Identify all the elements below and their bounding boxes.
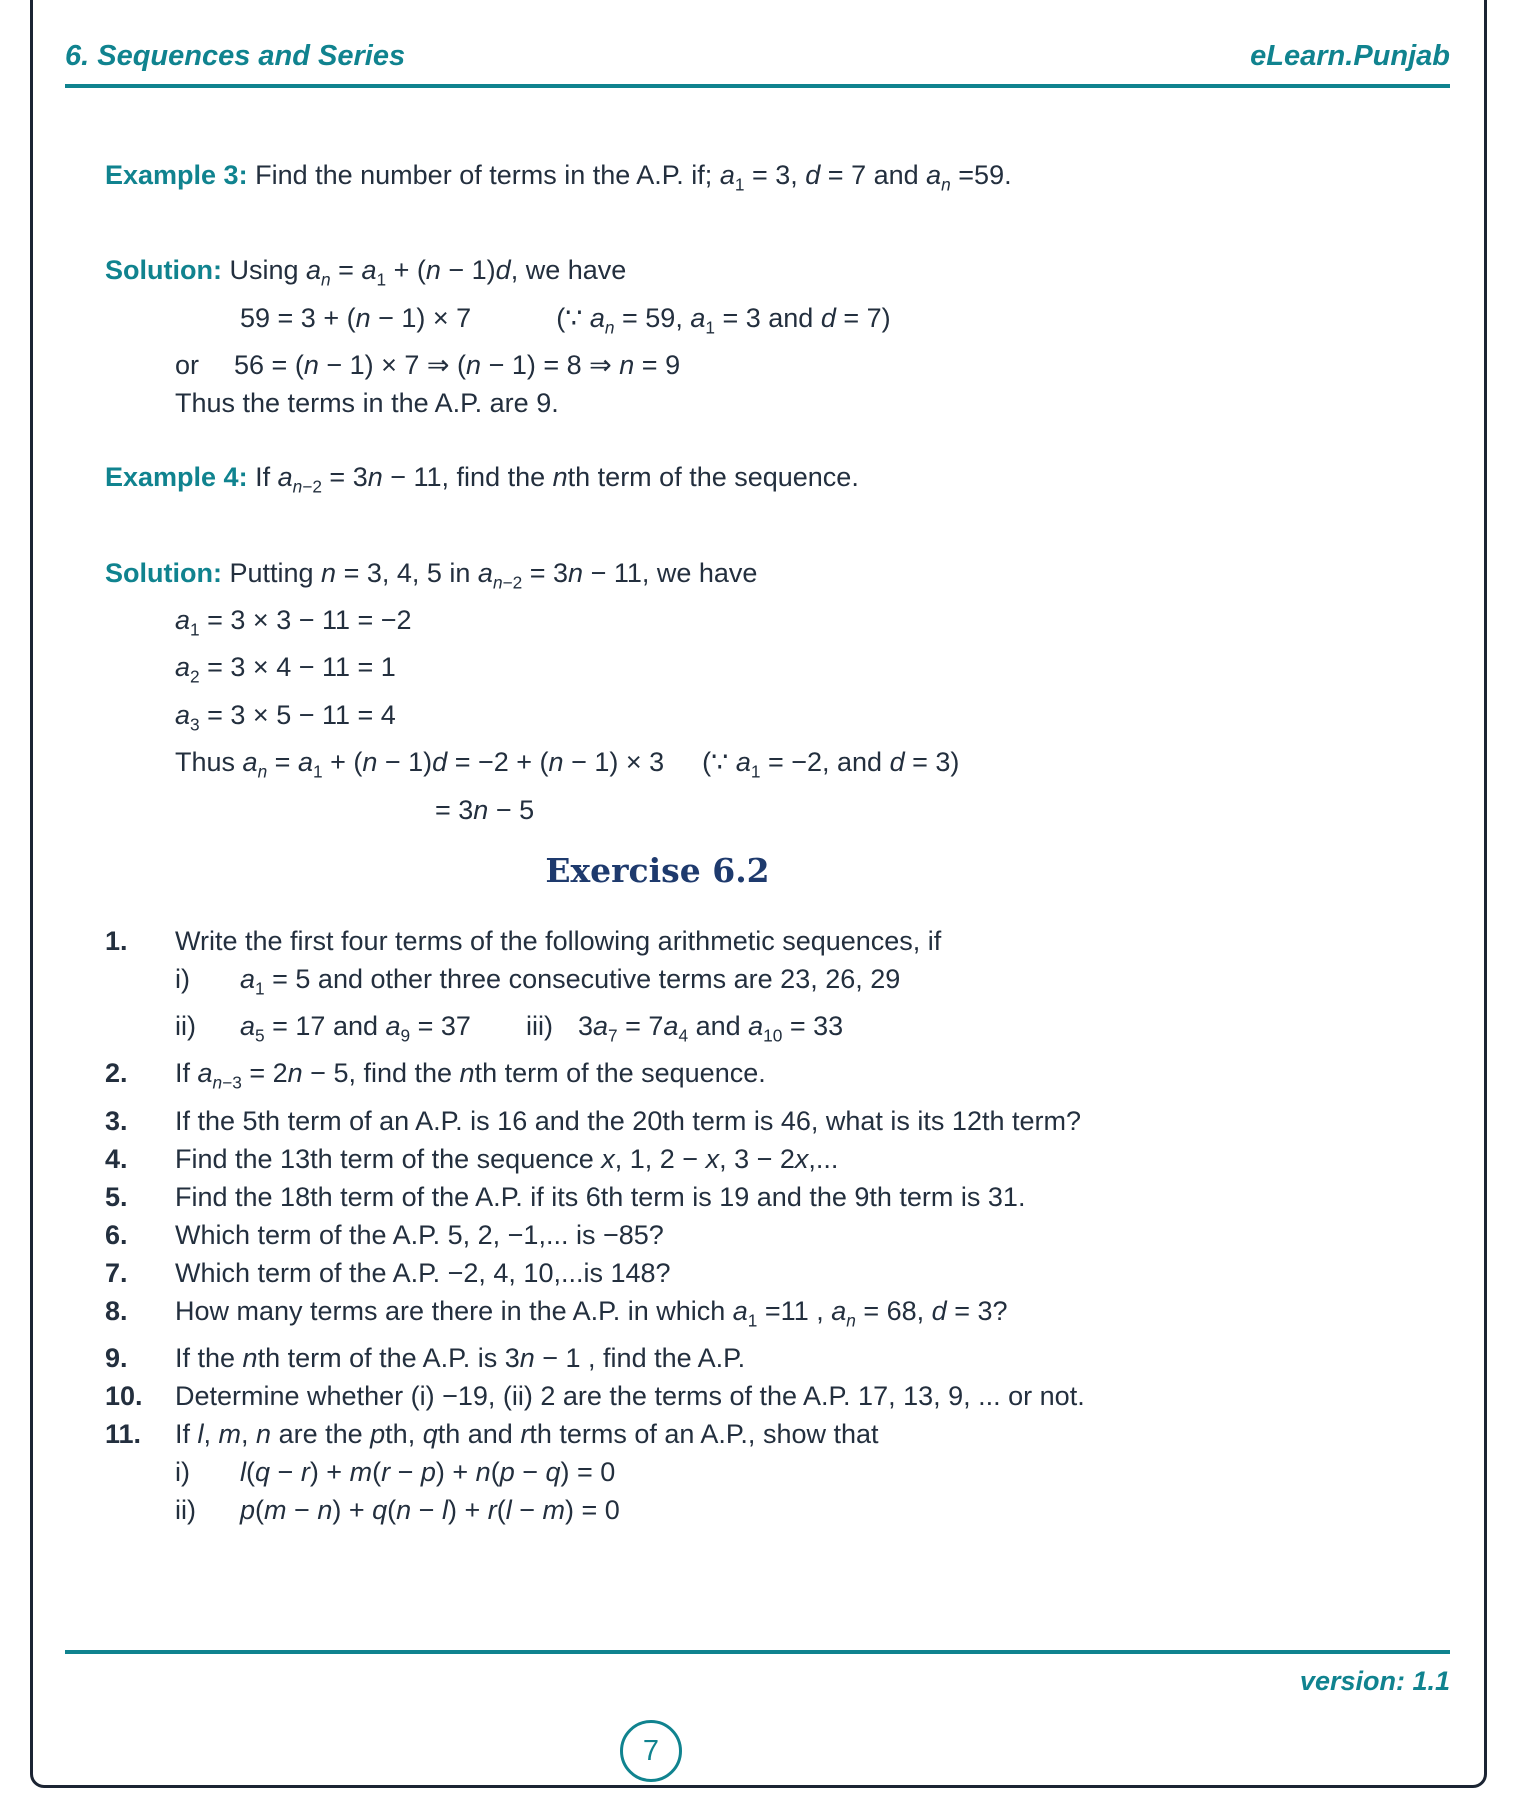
item-number: 6. xyxy=(105,1219,128,1250)
solution-line: or 56 = (n − 1) × 7 ⇒ (n − 1) = 8 ⇒ n = 9 xyxy=(175,350,681,381)
exercise-item-8 xyxy=(105,1292,1210,1339)
page-number-badge xyxy=(620,1720,682,1782)
item-text: Find the 13th term of the sequence x, 1, 2 − x, 3 − 2x,... xyxy=(175,1143,839,1174)
exercise-item-4 xyxy=(105,1140,1210,1178)
item-text: Find the 18th term of the A.P. if its 6th term is 19 and the 9th term is 31. xyxy=(175,1181,1026,1212)
solution-line: $a_1 = 3 \times 3 - 11 = -2$ xyxy=(175,604,412,640)
exercise-item-11-ii xyxy=(105,1491,1210,1529)
subitem-number: i) xyxy=(175,1457,190,1488)
exercise-item-1 xyxy=(105,922,1210,960)
solution-line: 59 = 3 + (n − 1) × 7 (∵ $a_n = 59$, $a_1 = 3$ and d = 7) xyxy=(240,302,891,338)
subitem-number: ii) xyxy=(175,1010,196,1041)
exercise-item-11-i xyxy=(105,1453,1210,1491)
solution-line: Solution: Using $a_n = a_1 + (n - 1)d$, we have xyxy=(105,255,627,290)
item-number: 11. xyxy=(105,1419,142,1450)
exercise-heading: Exercise 6.2 xyxy=(545,850,770,890)
item-text: If $a_{n-3} = 2n - 5$, find the nth term of the sequence. xyxy=(175,1058,766,1093)
page-number: 7 xyxy=(642,1734,660,1767)
subitem-text: $a_5 = 17$ and $a_9 = 37$ iii) $3a_7 = 7a_4$ and $a_{10} = 33$ xyxy=(240,1010,844,1046)
item-number: 1. xyxy=(105,925,128,956)
item-number: 10. xyxy=(105,1381,143,1412)
solution-line: Thus the terms in the A.P. are 9. xyxy=(175,388,559,419)
exercise-item-11 xyxy=(105,1415,1210,1453)
item-number: 7. xyxy=(105,1257,128,1288)
item-number: 4. xyxy=(105,1143,128,1174)
solution-line: $a_2 = 3 \times 4 - 11 = 1$ xyxy=(175,652,396,687)
item-number: 3. xyxy=(105,1105,128,1136)
item-text: Determine whether (i) −19, (ii) 2 are the terms of the A.P. 17, 13, 9, ... or not. xyxy=(175,1381,1085,1412)
item-text: Which term of the A.P. 5, 2, −1,... is −85? xyxy=(175,1219,664,1250)
item-text: If l, m, n are the pth, qth and rth terms of an A.P., show that xyxy=(175,1419,879,1450)
chapter-title: 6. Sequences and Series xyxy=(65,40,406,72)
version-label: version: 1.1 xyxy=(1299,1666,1450,1696)
exercise-item-1-i xyxy=(105,960,1210,1007)
brand-title: eLearn.Punjab xyxy=(1250,40,1450,72)
exercise-item-2 xyxy=(105,1054,1210,1101)
exercise-list xyxy=(105,922,1210,1530)
example4-solution xyxy=(105,554,1210,829)
exercise-item-7 xyxy=(105,1254,1210,1292)
exercise-item-1-ii xyxy=(105,1007,1210,1054)
exercise-item-6 xyxy=(105,1216,1210,1254)
exercise-item-3 xyxy=(105,1102,1210,1140)
example3-solution xyxy=(105,251,1210,422)
solution-line: $a_3 = 3 \times 5 - 11 = 4$ xyxy=(175,699,396,735)
subitem-text: $a_1 = 5$ and other three consecutive terms are 23, 26, 29 xyxy=(240,963,901,998)
item-text: Which term of the A.P. −2, 4, 10,...is 148? xyxy=(175,1257,671,1288)
header-rule xyxy=(65,84,1450,88)
item-number: 9. xyxy=(105,1343,128,1374)
exercise-item-9 xyxy=(105,1339,1210,1377)
item-number: 5. xyxy=(105,1181,128,1212)
solution-line: = 3n − 5 xyxy=(435,794,535,825)
solution-line: Solution: Putting n = 3, 4, 5 in $a_{n-2} = 3n - 11$, we have xyxy=(105,557,758,592)
footer-rule xyxy=(65,1650,1450,1654)
example4-statement: Example 4: If $a_{n-2} = 3n - 11$, find the nth term of the sequence. xyxy=(105,462,859,497)
solution-line: Thus $a_n = a_1 + (n - 1)d = -2 + (n - 1) \times 3$ (∵ $a_1 = -2$, and d = 3) xyxy=(175,747,960,782)
exercise-item-10 xyxy=(105,1377,1210,1415)
subitem-text: p(m − n) + q(n − l) + r(l − m) = 0 xyxy=(240,1495,620,1526)
page-header xyxy=(65,40,1450,73)
example3-statement: Example 3: Find the number of terms in the A.P. if; $a_1 = 3$, d = 7 and $a_n =59$. xyxy=(105,160,1012,195)
content xyxy=(105,130,1210,1529)
exercise-item-5 xyxy=(105,1178,1210,1216)
item-text: If the nth term of the A.P. is 3n − 1 , find the A.P. xyxy=(175,1343,746,1374)
subitem-text: l(q − r) + m(r − p) + n(p − q) = 0 xyxy=(240,1457,616,1488)
item-text: Write the first four terms of the following arithmetic sequences, if xyxy=(175,925,942,956)
item-text: How many terms are there in the A.P. in which $a_1 =11$ , $a_n = 68$, d = 3? xyxy=(175,1295,1008,1331)
subitem-number: ii) xyxy=(175,1495,196,1526)
item-number: 2. xyxy=(105,1058,128,1089)
subitem-number: i) xyxy=(175,963,190,994)
item-text: If the 5th term of an A.P. is 16 and the 20th term is 46, what is its 12th term? xyxy=(175,1105,1081,1136)
item-number: 8. xyxy=(105,1295,128,1326)
